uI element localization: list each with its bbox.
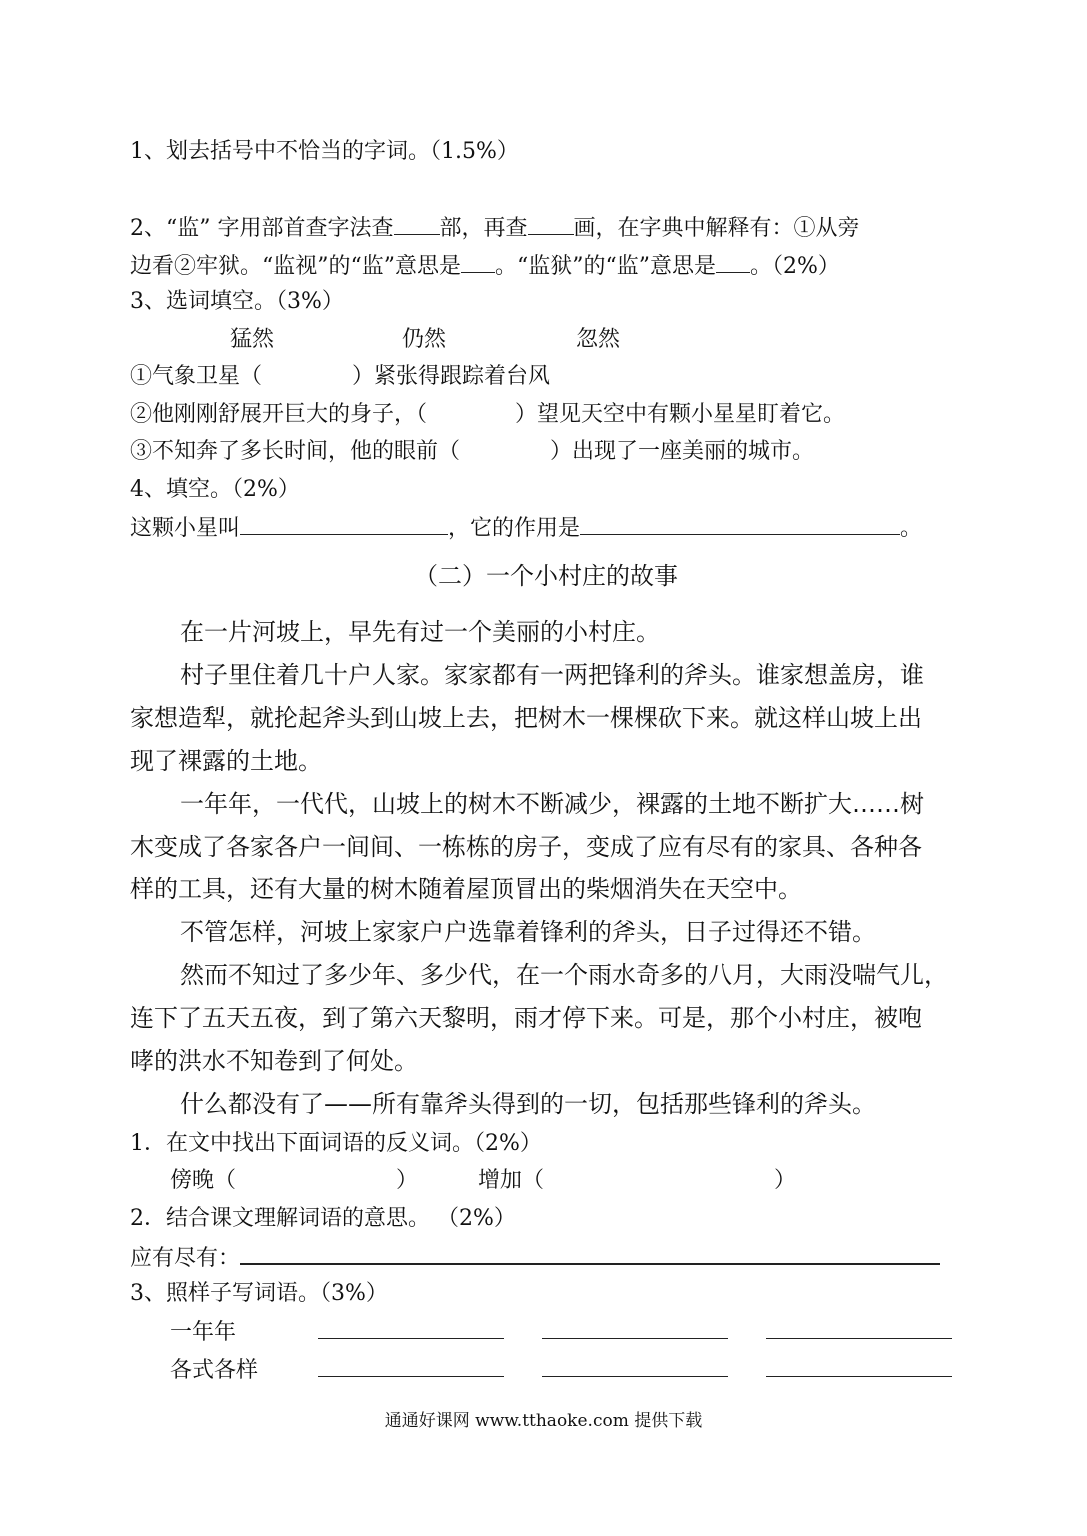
- question-text: 。（2%）: [750, 254, 840, 279]
- pattern-row-2: [170, 1354, 952, 1386]
- question-text: 。: [900, 516, 923, 541]
- answer-blank[interactable]: [318, 1354, 504, 1377]
- paragraph-text: 连下了五天五夜，到了第六天黎明，雨才停下来。可是，那个小村庄，被咆: [130, 1004, 922, 1032]
- sentence-text: ）望见天空中有颗小星星盯着它。: [515, 402, 846, 427]
- story-paragraph-4: [180, 917, 876, 947]
- question-text: 1．在文中找出下面词语的反义词。（2%）: [130, 1131, 542, 1156]
- section-title-text: （二）一个小村庄的故事: [414, 562, 678, 590]
- antonym-word: 增加（: [478, 1168, 545, 1193]
- question-text: 2．结合课文理解词语的意思。 （2%）: [130, 1206, 516, 1231]
- question-text: 。“监狱”的“监”意思是: [495, 254, 716, 279]
- bracket: ）: [396, 1168, 419, 1193]
- story-paragraph-5-line: [180, 960, 948, 990]
- story-paragraph-3-line: [130, 832, 922, 862]
- answer-blank[interactable]: [766, 1354, 952, 1377]
- paragraph-text: 家想造犁，就抡起斧头到山坡上去，把树木一棵棵砍下来。就这样山坡上出: [130, 704, 922, 732]
- question-text: 3、选词填空。（3%）: [130, 289, 344, 314]
- word-choice: 忽然: [576, 327, 621, 352]
- sentence-1: [130, 362, 550, 392]
- story-paragraph-1: [180, 617, 660, 647]
- answer-blank[interactable]: [580, 512, 900, 535]
- story-paragraph-3-line: [130, 874, 802, 904]
- answer-blank[interactable]: [240, 512, 448, 535]
- meaning-answer-line: [130, 1241, 940, 1274]
- paragraph-text: 在一片河坡上，早先有过一个美丽的小村庄。: [180, 618, 660, 646]
- sentence-text: ①气象卫星（: [130, 364, 263, 389]
- story-paragraph-3-line: [180, 789, 924, 819]
- example-word: 一年年: [170, 1320, 237, 1345]
- word-choice-list: [230, 325, 620, 355]
- question-text: 部，再查: [439, 216, 528, 241]
- question-2-line-1: [130, 212, 860, 244]
- story-paragraph-5-line: [130, 1046, 418, 1076]
- story-paragraph-5-line: [130, 1003, 922, 1033]
- answer-blank[interactable]: [240, 1241, 940, 1265]
- paragraph-text: 然而不知过了多少年、多少代，在一个雨水奇多的八月，大雨没喘气儿，: [180, 961, 948, 989]
- story-paragraph-2-line: [180, 660, 924, 690]
- antonym-word: 傍晚（: [170, 1168, 237, 1193]
- question-text: 1、划去括号中不恰当的字词。（1.5%）: [130, 139, 519, 164]
- page-footer: [0, 1406, 1087, 1431]
- sentence-2: [130, 400, 845, 430]
- question-text: ，它的作用是: [448, 516, 581, 541]
- word-choice: 猛然: [230, 327, 275, 352]
- question-text: 这颗小星叫: [130, 516, 241, 541]
- question-4-answer-line: [130, 512, 922, 544]
- question-2-line-2: [130, 250, 840, 282]
- answer-blank[interactable]: [394, 212, 440, 235]
- sentence-text: ②他刚刚舒展开巨大的身子，（: [130, 402, 428, 427]
- question-4: [130, 475, 300, 505]
- answer-blank[interactable]: [461, 250, 495, 273]
- answer-blank[interactable]: [318, 1316, 504, 1339]
- paragraph-text: 村子里住着几十户人家。家家都有一两把锋利的斧头。谁家想盖房，谁: [180, 661, 924, 689]
- paragraph-text: 不管怎样，河坡上家家户户选靠着锋利的斧头，日子过得还不错。: [180, 918, 876, 946]
- question-text: 2、“监” 字用部首查字法查: [130, 216, 394, 241]
- question-text: 边看②牢狱。“监视”的“监”意思是: [130, 254, 461, 279]
- story-paragraph-2-line: [130, 746, 322, 776]
- sentence-text: ③不知奔了多长时间，他的眼前（: [130, 439, 461, 464]
- pattern-row-1: [170, 1316, 952, 1348]
- paragraph-text: 木变成了各家各户一间间、一栋栋的房子，变成了应有尽有的家具、各种各: [130, 833, 922, 861]
- section-2-question-1: [130, 1129, 542, 1159]
- word-choice: 仍然: [402, 327, 447, 352]
- sentence-3: [130, 437, 814, 467]
- bracket: ）: [774, 1168, 797, 1193]
- example-word: 各式各样: [170, 1358, 259, 1383]
- story-paragraph-6: [180, 1089, 876, 1119]
- answer-blank[interactable]: [716, 250, 750, 273]
- section-2-question-3: [130, 1279, 388, 1309]
- question-text: 3、照样子写词语。（3%）: [130, 1281, 388, 1306]
- section-title: [414, 561, 678, 591]
- paragraph-text: 现了裸露的土地。: [130, 747, 322, 775]
- footer-text: 通通好课网 www.tthaoke.com 提供下载: [384, 1411, 703, 1431]
- story-paragraph-2-line: [130, 703, 922, 733]
- answer-blank[interactable]: [766, 1316, 952, 1339]
- sentence-text: ）紧张得跟踪着台风: [352, 364, 551, 389]
- answer-blank[interactable]: [542, 1354, 728, 1377]
- question-text: 4、填空。（2%）: [130, 477, 300, 502]
- paragraph-text: 哮的洪水不知卷到了何处。: [130, 1047, 418, 1075]
- answer-blank[interactable]: [542, 1316, 728, 1339]
- term-label: 应有尽有：: [130, 1246, 241, 1271]
- sentence-text: ）出现了一座美丽的城市。: [550, 439, 815, 464]
- section-2-question-2: [130, 1204, 516, 1234]
- question-3: [130, 287, 344, 317]
- paragraph-text: 样的工具，还有大量的树木随着屋顶冒出的柴烟消失在天空中。: [130, 875, 802, 903]
- antonym-answer-line: [170, 1166, 796, 1196]
- question-text: 画，在字典中解释有：①从旁: [573, 216, 860, 241]
- question-1: [130, 137, 519, 167]
- answer-blank[interactable]: [528, 212, 574, 235]
- paragraph-text: 什么都没有了——所有靠斧头得到的一切，包括那些锋利的斧头。: [180, 1090, 876, 1118]
- paragraph-text: 一年年，一代代，山坡上的树木不断减少，裸露的土地不断扩大……树: [180, 790, 924, 818]
